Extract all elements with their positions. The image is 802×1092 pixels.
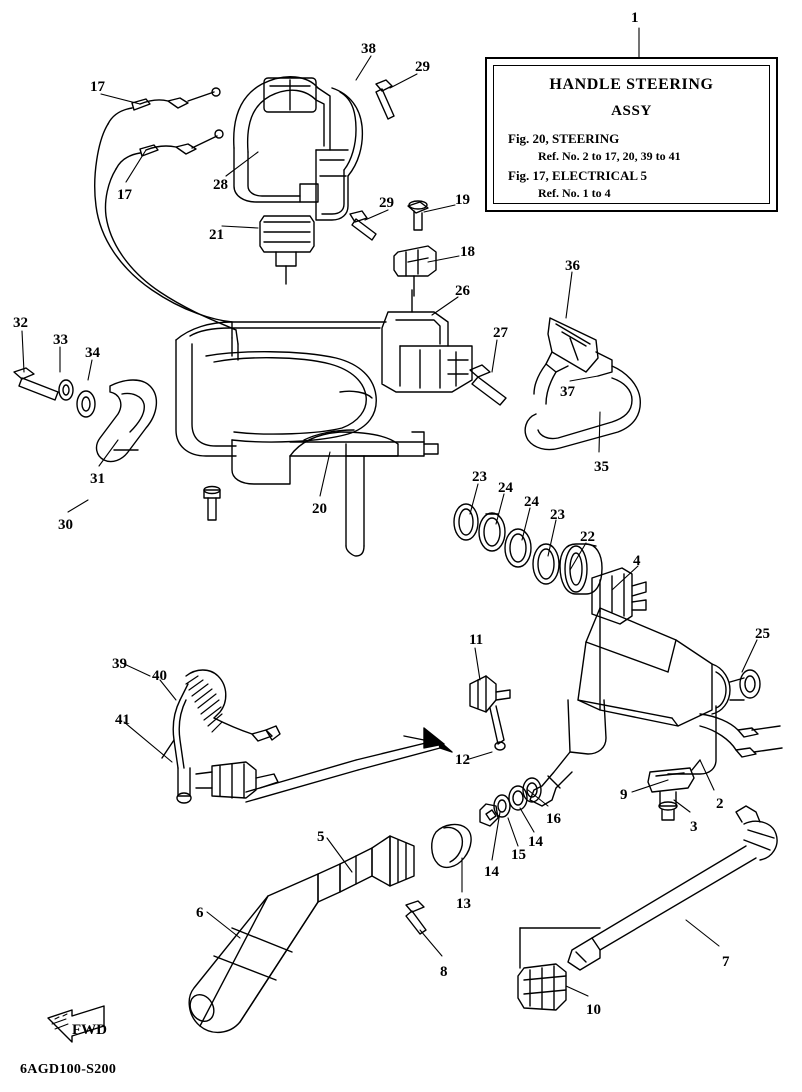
callout-number-33: 33 bbox=[53, 332, 68, 348]
callout-number-17: 17 bbox=[117, 187, 132, 203]
callout-number-15: 15 bbox=[511, 847, 526, 863]
callout-number-22: 22 bbox=[580, 529, 595, 545]
right-assembly-36-37-35 bbox=[525, 318, 640, 450]
callout-number-40: 40 bbox=[152, 668, 167, 684]
callout-number-26: 26 bbox=[455, 283, 470, 299]
clamp-21 bbox=[260, 216, 314, 284]
callout-number-29: 29 bbox=[379, 195, 394, 211]
callout-number-18: 18 bbox=[460, 244, 475, 260]
callout-number-19: 19 bbox=[455, 192, 470, 208]
title-block-fig-2: Fig. 17, ELECTRICAL 5 bbox=[508, 168, 648, 183]
callout-number-39: 39 bbox=[112, 656, 127, 672]
plate-9-hardware bbox=[648, 760, 700, 820]
callout-number-5: 5 bbox=[317, 829, 325, 845]
lanyard-39-40-41 bbox=[162, 670, 280, 803]
callout-number-2: 2 bbox=[716, 796, 724, 812]
callout-number-30: 30 bbox=[58, 517, 73, 533]
callout-number-12: 12 bbox=[455, 752, 470, 768]
title-block-ref-2: Ref. No. 1 to 4 bbox=[538, 186, 611, 200]
callout-number-35: 35 bbox=[594, 459, 609, 475]
callout-number-1: 1 bbox=[631, 10, 639, 26]
callout-number-28: 28 bbox=[213, 177, 228, 193]
callout-number-23: 23 bbox=[472, 469, 487, 485]
callout-number-29: 29 bbox=[415, 59, 430, 75]
callout-number-4: 4 bbox=[633, 553, 641, 569]
callout-number-11: 11 bbox=[469, 632, 484, 648]
steering-arm-body-20 bbox=[176, 322, 438, 556]
connecting-rod bbox=[246, 728, 452, 802]
callout-number-27: 27 bbox=[493, 325, 508, 341]
callout-number-34: 34 bbox=[85, 345, 100, 361]
callout-number-21: 21 bbox=[209, 227, 224, 243]
title-block-subtitle: ASSY bbox=[611, 103, 652, 119]
callout-number-9: 9 bbox=[620, 787, 628, 803]
fwd-arrow-label: FWD bbox=[72, 1022, 107, 1038]
callout-number-17: 17 bbox=[90, 79, 105, 95]
callout-number-25: 25 bbox=[755, 626, 770, 642]
drawing-part-code: 6AGD100-S200 bbox=[20, 1062, 117, 1077]
callout-number-41: 41 bbox=[115, 712, 130, 728]
callout-number-24: 24 bbox=[524, 494, 539, 510]
callout-number-14: 14 bbox=[528, 834, 543, 850]
bolt-19 bbox=[408, 201, 428, 230]
title-block-fig-1: Fig. 20, STEERING bbox=[508, 131, 620, 146]
callout-number-10: 10 bbox=[586, 1002, 601, 1018]
left-hardware-cluster bbox=[14, 368, 220, 520]
callout-number-16: 16 bbox=[546, 811, 561, 827]
long-shaft-7 bbox=[568, 806, 777, 970]
callout-number-32: 32 bbox=[13, 315, 28, 331]
bracket-26 bbox=[382, 290, 472, 392]
callout-number-6: 6 bbox=[196, 905, 204, 921]
cover-38 bbox=[316, 88, 362, 220]
title-block-ref-1: Ref. No. 2 to 17, 20, 39 to 41 bbox=[538, 149, 681, 163]
callout-number-37: 37 bbox=[560, 384, 575, 400]
bolts-29 bbox=[350, 80, 394, 240]
callout-number-24: 24 bbox=[498, 480, 513, 496]
grip-assembly-5-6 bbox=[185, 836, 426, 1032]
title-block-title: HANDLE STEERING bbox=[549, 76, 714, 93]
callout-number-3: 3 bbox=[690, 819, 698, 835]
callout-number-8: 8 bbox=[440, 964, 448, 980]
callout-number-14: 14 bbox=[484, 864, 499, 880]
callout-number-7: 7 bbox=[722, 954, 730, 970]
throttle-cables-17 bbox=[95, 88, 238, 344]
bolt-27 bbox=[470, 365, 506, 405]
callout-number-36: 36 bbox=[565, 258, 580, 274]
callout-number-13: 13 bbox=[456, 896, 471, 912]
callout-number-20: 20 bbox=[312, 501, 327, 517]
callout-number-23: 23 bbox=[550, 507, 565, 523]
callout-number-31: 31 bbox=[90, 471, 105, 487]
bracket-18 bbox=[394, 246, 436, 296]
callout-number-38: 38 bbox=[361, 41, 376, 57]
lever-11-12 bbox=[470, 676, 510, 750]
title-block bbox=[485, 57, 778, 212]
